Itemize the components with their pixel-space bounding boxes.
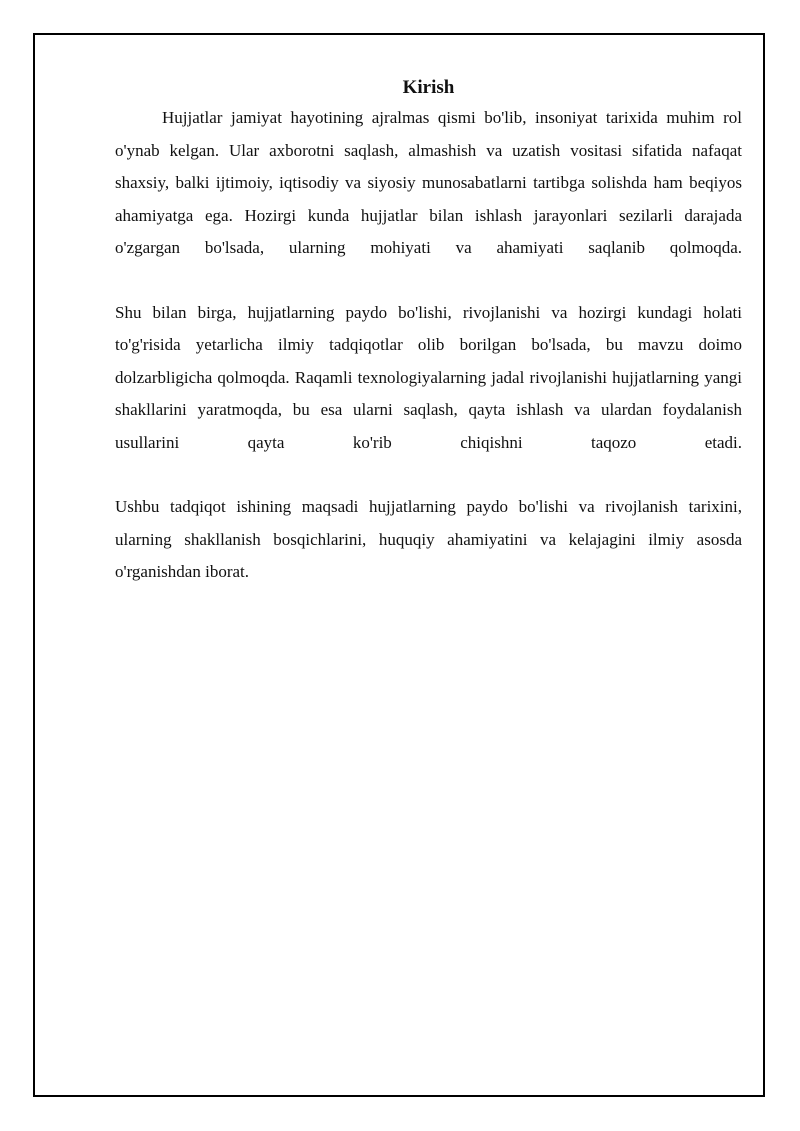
paragraph-research-goal: Ushbu tadqiqot ishining maqsadi hujjatlarning paydo bo'lishi va rivojlanish tarixini, ularning shakllanish bosqichlarini, huquqiy ahamiyatini va kelajagini ilmiy asosda o'rganishdan iborat. [115, 497, 742, 581]
paragraph-research-context: Shu bilan birga, hujjatlarning paydo bo'lishi, rivojlanishi va hozirgi kundagi holati to'g'risida yetarlicha ilmiy tadqiqotlar olib borilgan bo'lsada, bu mavzu doimo dolzarbligicha qolmoqda. Raqamli texnologiyalarning jadal rivojlanishi hujjatlarning yangi shakllarini yaratmoqda, bu esa ularni saqlash, qayta ishlash va ulardan foydalanish usullarini qayta ko'rib chiqishni taqozo etadi. [115, 302, 742, 452]
document-body [115, 74, 742, 621]
paragraph-intro: Hujjatlar jamiyat hayotining ajralmas qismi bo'lib, insoniyat tarixida muhim rol o'ynab kelgan. Ular axborotni saqlash, almashish va uzatish vositasi sifatida nafaqat shaxsiy, balki ijtimoiy, iqtisodiy va siyosiy munosabatlarni tartibga solishda ham beqiyos ahamiyatga ega. Hozirgi kunda hujjatlar bilan ishlash jarayonlari sezilarli darajada o'zgargan bo'lsada, ularning mohiyati va ahamiyati saqlanib qolmoqda. [115, 108, 742, 257]
document-title: Kirish [402, 77, 455, 98]
